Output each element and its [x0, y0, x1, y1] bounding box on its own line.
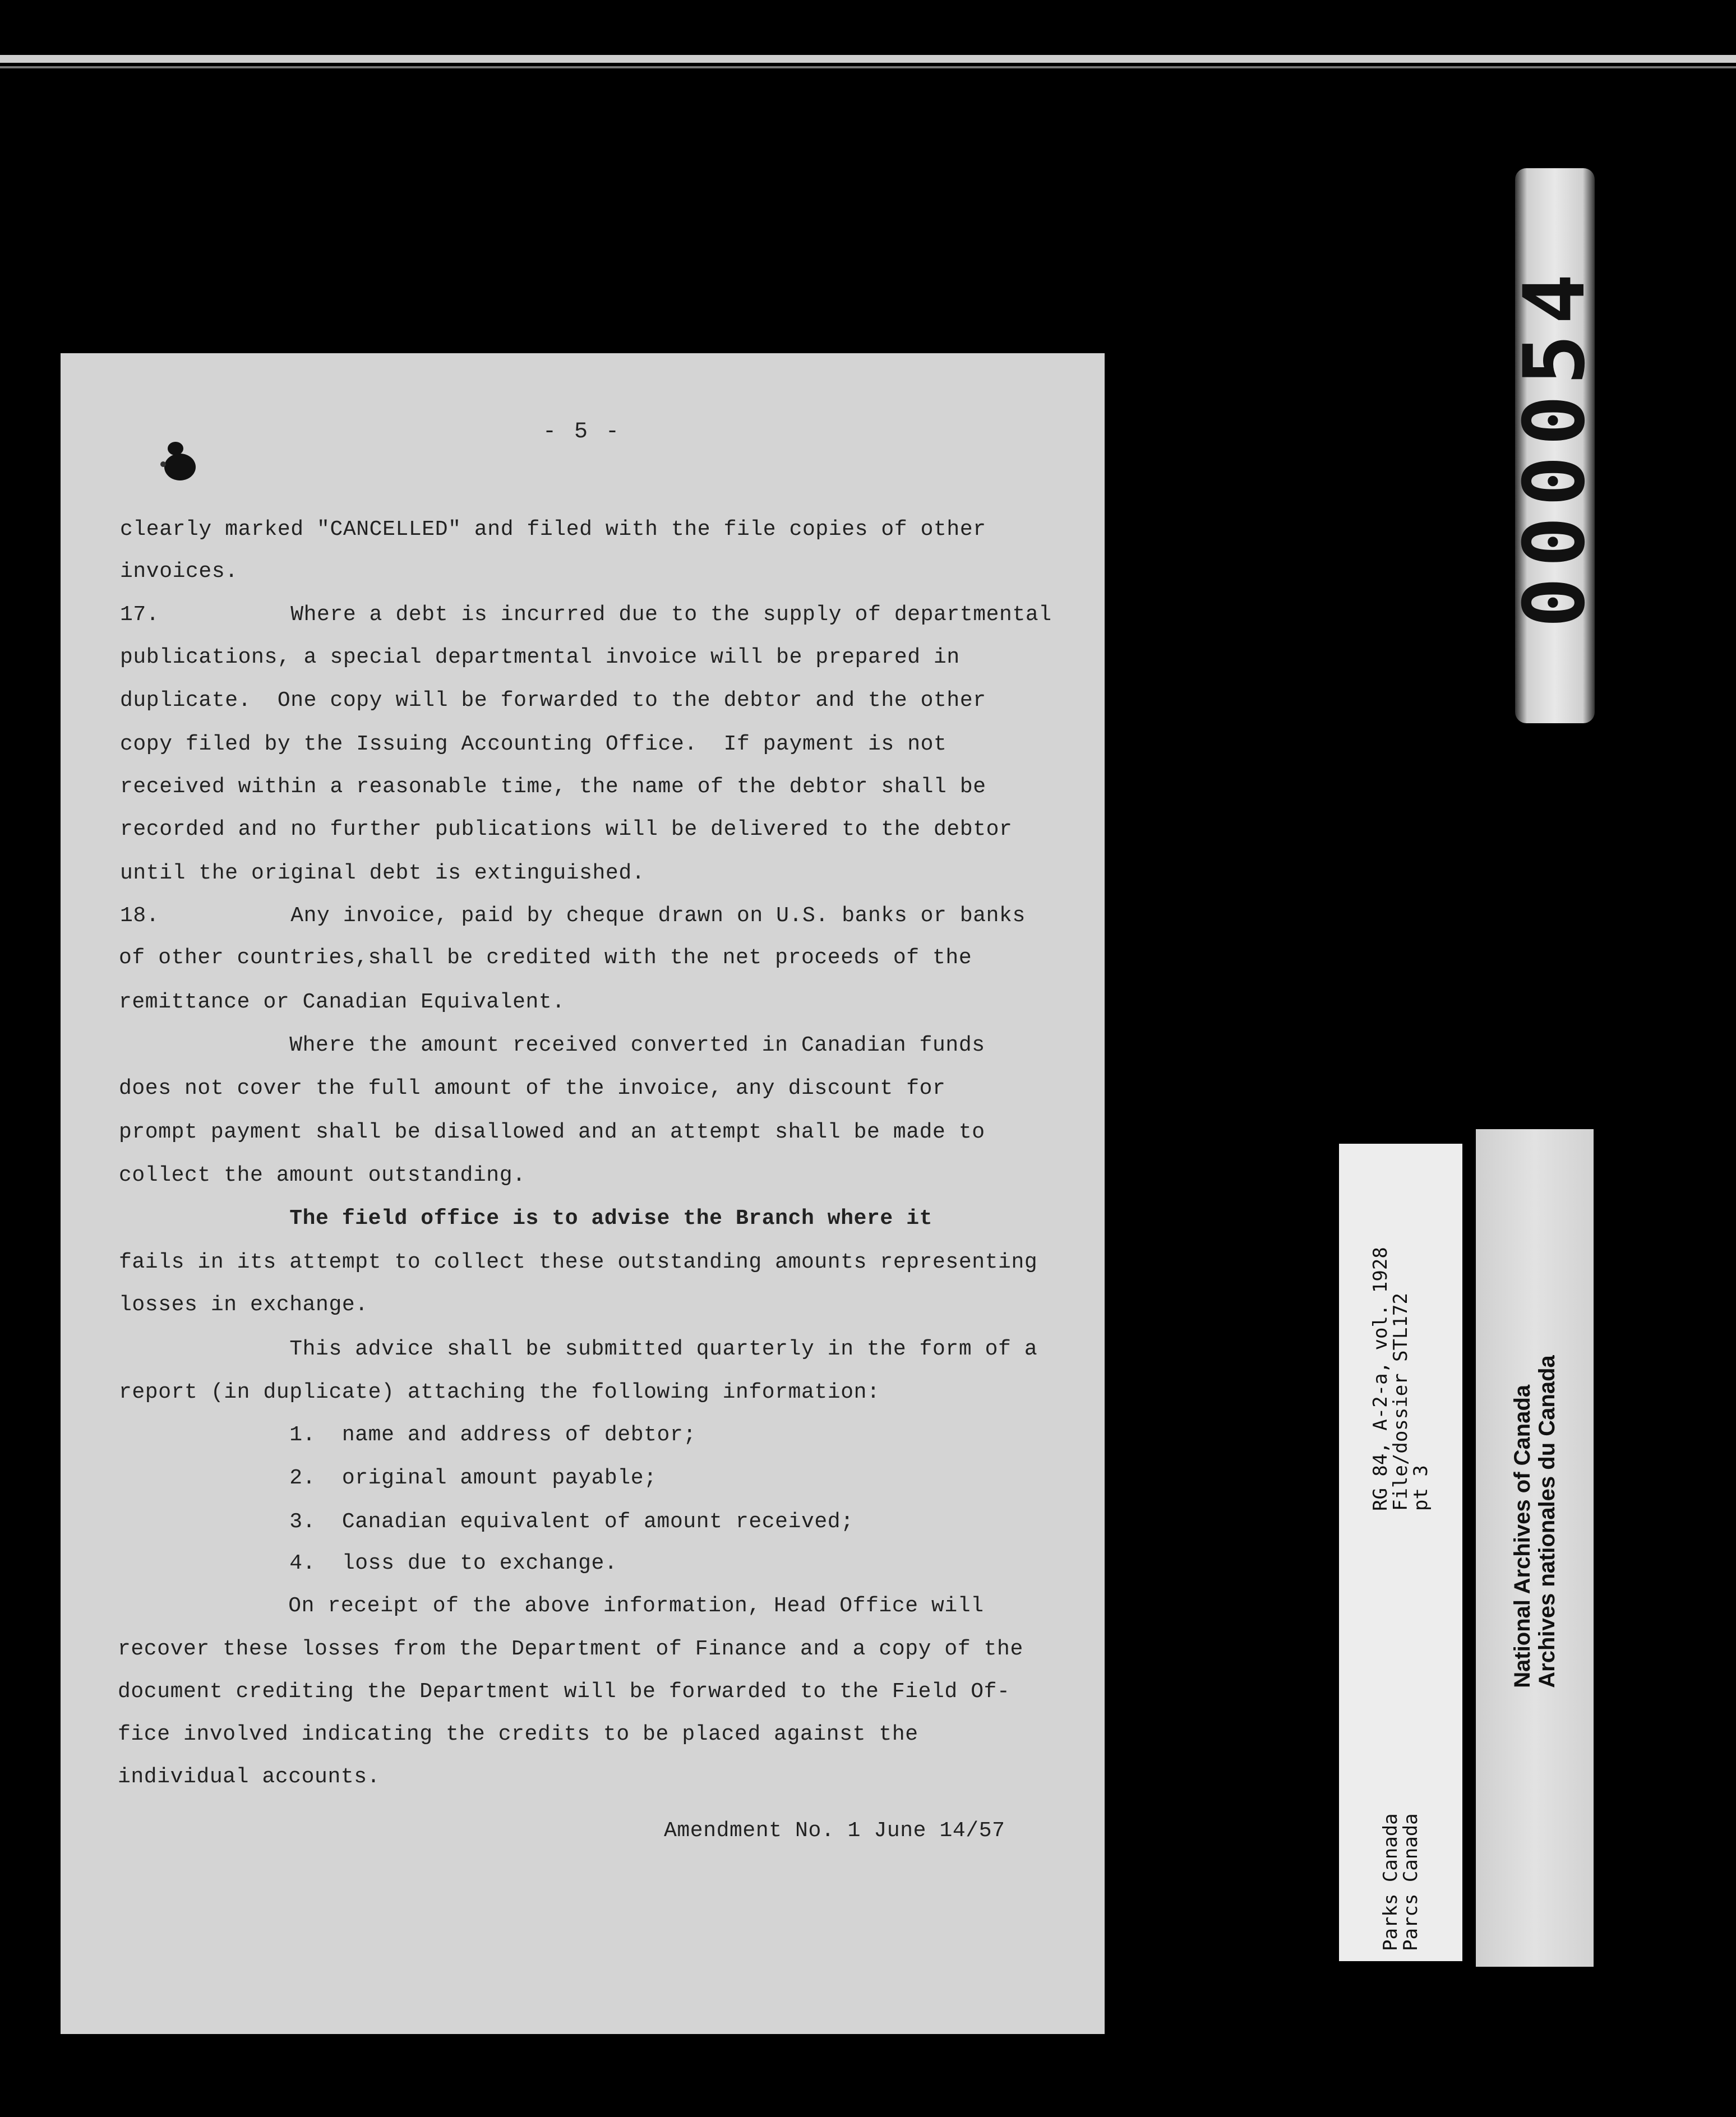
body-line: 2. original amount payable; [119, 1466, 657, 1490]
parks-canada-label: Parks Canada Parcs Canada [1379, 1813, 1422, 1951]
body-line: does not cover the full amount of the invoice, any discount for [119, 1076, 946, 1101]
body-line: On receipt of the above information, Head Office will [118, 1594, 984, 1618]
body-line: 3. Canadian equivalent of amount received; [119, 1510, 854, 1534]
frame-number-stamp [1506, 168, 1604, 723]
body-line: The field office is to advise the Branch where it [119, 1207, 933, 1231]
body-line: recorded and no further publications will be delivered to the debtor [120, 817, 1013, 842]
ink-blot-mark [153, 436, 204, 487]
body-line: copy filed by the Issuing Accounting Office. If payment is not [120, 732, 947, 756]
body-line: losses in exchange. [119, 1293, 368, 1317]
page-number: - 5 - [543, 419, 622, 445]
body-line: This advice shall be submitted quarterly in the form of a [119, 1337, 1038, 1361]
body-line: 17. Where a debt is incurred due to the supply of departmental [120, 603, 1052, 627]
national-archives-label: National Archives of Canada Archives nationales du Canada [1510, 1355, 1559, 1688]
film-edge-rule [0, 55, 1736, 63]
amendment-note: Amendment No. 1 June 14/57 [664, 1819, 1005, 1843]
body-line: report (in duplicate) attaching the following information: [119, 1380, 880, 1404]
body-line: individual accounts. [118, 1765, 381, 1789]
body-line: fails in its attempt to collect these outstanding amounts representing [119, 1250, 1038, 1274]
body-line: duplicate. One copy will be forwarded to the debtor and the other [120, 688, 986, 713]
body-line: received within a reasonable time, the name of the debtor shall be [120, 775, 986, 799]
body-line: recover these losses from the Department of Finance and a copy of the [118, 1637, 1023, 1661]
body-line: 18. Any invoice, paid by cheque drawn on U.S. banks or banks [120, 904, 1026, 928]
archive-reference: RG 84, A-2-a, vol. 1928 File/dossier STL172 pt 3 [1369, 1247, 1432, 1511]
body-line: remittance or Canadian Equivalent. [119, 990, 565, 1014]
frame-number: 000054 [1506, 264, 1604, 628]
document-page [61, 353, 1105, 2034]
body-line: 4. loss due to exchange. [119, 1551, 618, 1575]
body-line: Where the amount received converted in Canadian funds [119, 1033, 985, 1057]
body-line: fice involved indicating the credits to be placed against the [118, 1722, 918, 1746]
national-archives-card [1476, 1129, 1594, 1967]
body-line: clearly marked "CANCELLED" and filed with the file copies of other [120, 517, 986, 542]
body-line: invoices. [120, 560, 238, 584]
body-line: collect the amount outstanding. [119, 1163, 526, 1187]
body-line: publications, a special departmental invoice will be prepared in [120, 645, 960, 669]
body-line: until the original debt is extinguished. [120, 861, 645, 885]
film-edge-rule-secondary [0, 66, 1736, 68]
archive-reference-label [1339, 1144, 1462, 1961]
body-line: prompt payment shall be disallowed and an attempt shall be made to [119, 1120, 985, 1144]
body-line: document crediting the Department will be forwarded to the Field Of- [118, 1680, 1010, 1704]
body-line: of other countries,shall be credited with the net proceeds of the [119, 946, 972, 970]
body-line: 1. name and address of debtor; [119, 1423, 696, 1447]
